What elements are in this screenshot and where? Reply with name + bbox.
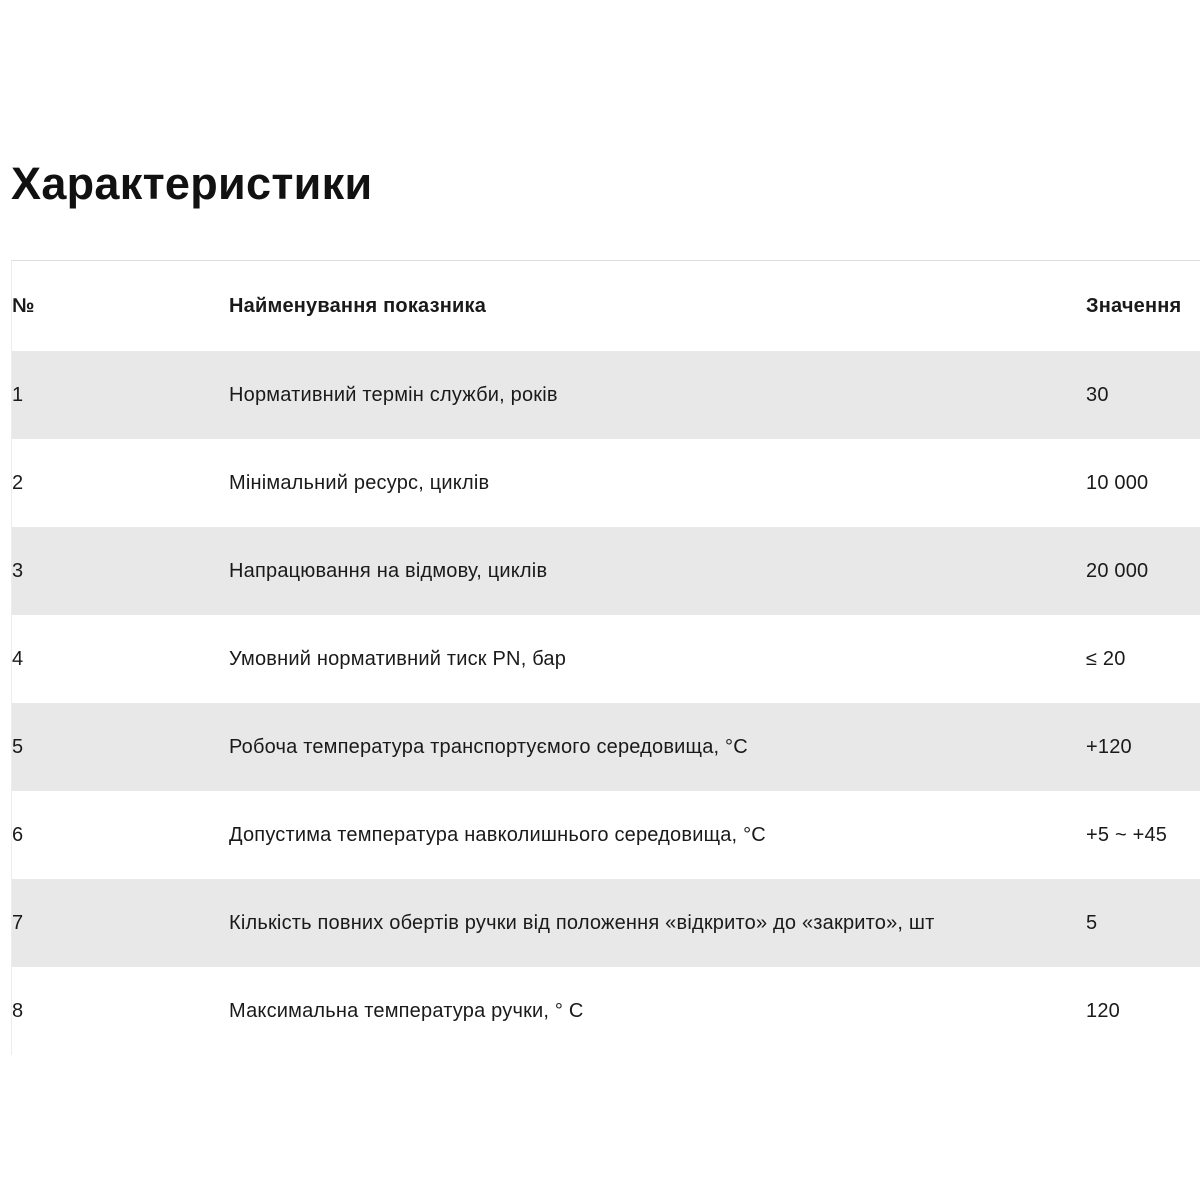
row-value-cell: 10 000 [1086, 471, 1149, 494]
row-name-cell: Нормативний термін служби, років [229, 383, 558, 406]
row-name-cell: Максимальна температура ручки, ° С [229, 999, 584, 1022]
row-number-cell: 8 [12, 999, 24, 1022]
table-row [12, 439, 1200, 527]
table-row [12, 879, 1200, 967]
column-header-name: Найменування показника [229, 261, 1086, 351]
row-name-cell: Умовний нормативний тиск PN, бар [229, 647, 567, 670]
table-row [12, 527, 1200, 615]
table-row [12, 351, 1200, 439]
row-value-cell: 30 [1086, 383, 1109, 406]
row-number-cell: 4 [12, 647, 24, 670]
specs-table [12, 261, 1200, 1055]
row-number-cell: 2 [12, 471, 24, 494]
row-value-cell: ≤ 20 [1086, 647, 1126, 670]
table-row [12, 967, 1200, 1055]
row-value-cell: +5 ~ +45 [1086, 823, 1168, 846]
row-name-cell: Мінімальний ресурс, циклів [229, 471, 490, 494]
row-name-cell: Робоча температура транспортуємого середовища, °С [229, 735, 748, 758]
header-row [12, 261, 1200, 351]
row-name-cell: Кількість повних обертів ручки від положення «відкрито» до «закрито», шт [229, 911, 935, 934]
row-name-cell: Допустима температура навколишнього середовища, °С [229, 823, 766, 846]
column-header-number: № [12, 261, 229, 351]
row-value-cell: 5 [1086, 911, 1098, 934]
page-title: Характеристики [11, 158, 373, 209]
row-number-cell: 1 [12, 383, 24, 406]
table-row [12, 703, 1200, 791]
table-header [12, 261, 1200, 351]
row-number-cell: 7 [12, 911, 24, 934]
table-row [12, 615, 1200, 703]
row-value-cell: +120 [1086, 735, 1132, 758]
row-value-cell: 20 000 [1086, 559, 1149, 582]
row-number-cell: 6 [12, 823, 24, 846]
row-number-cell: 3 [12, 559, 24, 582]
column-header-value: Значення [1086, 261, 1200, 351]
row-name-cell: Напрацювання на відмову, циклів [229, 559, 548, 582]
specs-table-container [11, 260, 1200, 1055]
table-body [12, 351, 1200, 1055]
row-number-cell: 5 [12, 735, 24, 758]
row-value-cell: 120 [1086, 999, 1120, 1022]
table-row [12, 791, 1200, 879]
